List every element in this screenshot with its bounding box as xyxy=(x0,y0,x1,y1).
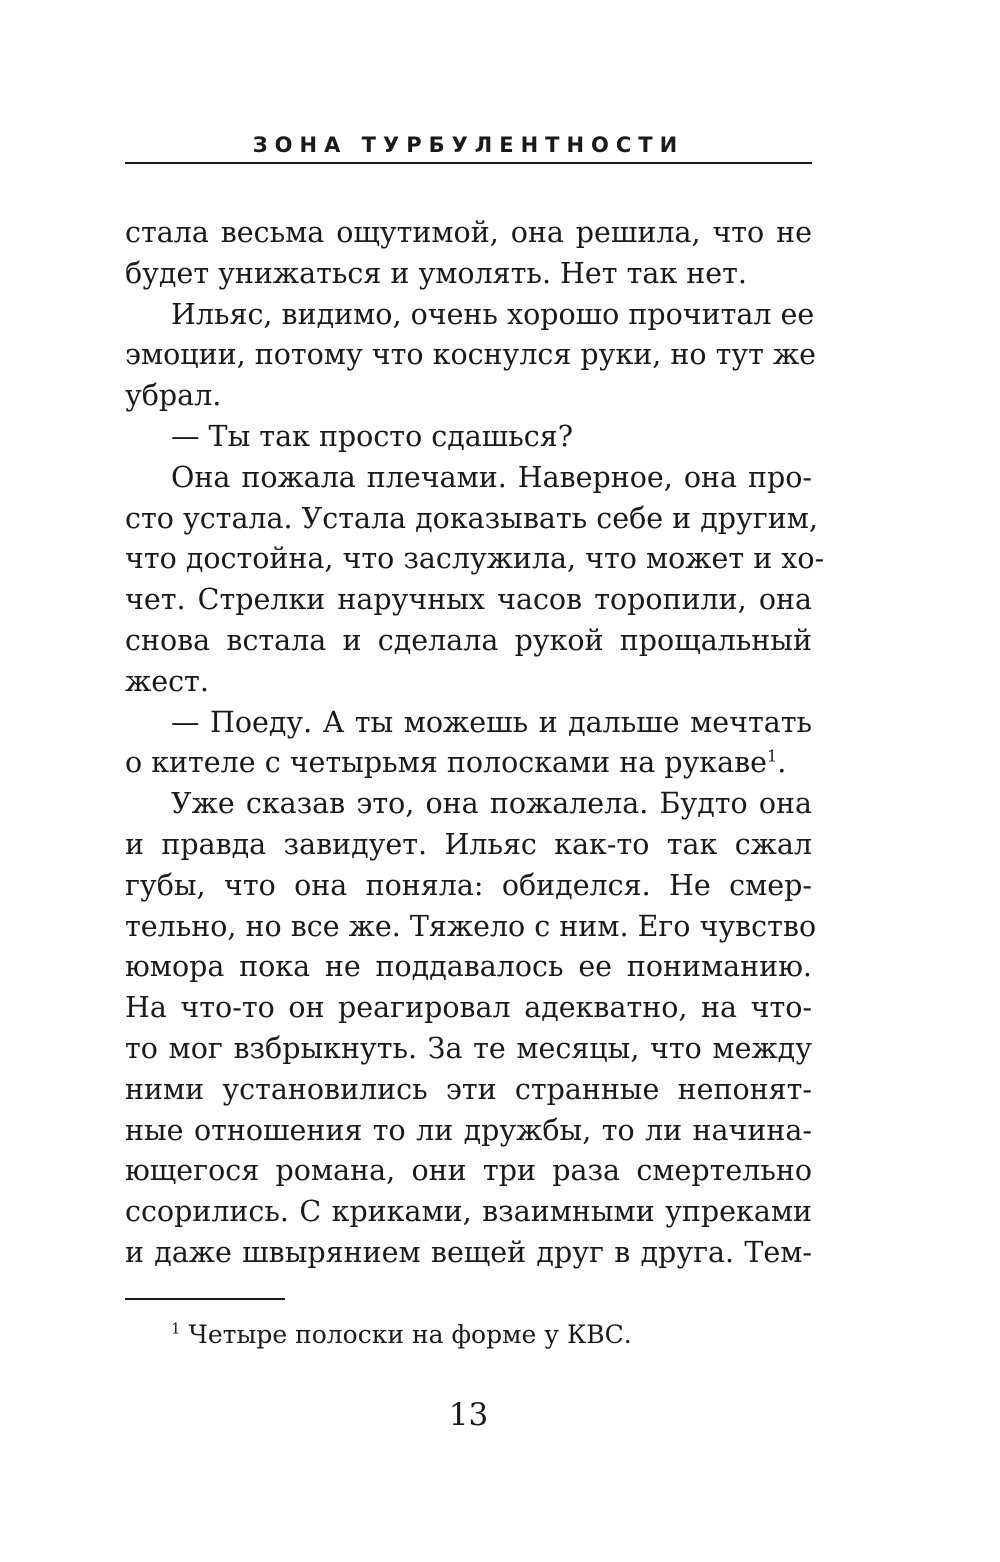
text-line: Уже сказав это, она пожалела. Будто она xyxy=(171,787,812,821)
text-line: ные отношения то ли дружбы, то ли начина- xyxy=(125,1113,812,1147)
text-line: то мог взбрыкнуть. За те месяцы, что между xyxy=(125,1031,812,1065)
text-line: чет. Стрелки наручных часов торопили, она xyxy=(125,583,812,617)
text-line: будет унижаться и умолять. Нет так нет. xyxy=(125,256,747,290)
text-line: и правда завидует. Ильяс как-то так сжал xyxy=(125,827,812,861)
text-line: ссорились. С криками, взаимными упреками xyxy=(125,1195,812,1229)
text-line: эмоции, потому что коснулся руки, но тут же xyxy=(125,338,817,372)
footnote-reference[interactable]: 1 xyxy=(767,746,778,766)
text-line: На что-то он реагировал адекватно, на что- xyxy=(125,991,812,1025)
text-line: юмора пока не поддавалось ее пониманию. xyxy=(125,950,812,984)
text-line: снова встала и сделала рукой прощальный xyxy=(125,623,812,657)
footnote-rule xyxy=(125,1298,285,1300)
text-line: жест. xyxy=(125,664,209,698)
text-line: Она пожала плечами. Наверное, она про- xyxy=(171,460,812,494)
text-line: убрал. xyxy=(125,379,222,413)
text-line: ющегося романа, они три раза смертельно xyxy=(125,1154,812,1188)
text-line: — Ты так просто сдашься? xyxy=(171,419,574,453)
text-line-with-footnote xyxy=(125,743,812,784)
running-head: ЗОНА ТУРБУЛЕНТНОСТИ xyxy=(252,133,685,157)
text-line: и даже швырянием вещей друг в друга. Тем- xyxy=(125,1235,812,1269)
footnote-text: Четыре полоски на форме у КВС. xyxy=(188,1320,632,1349)
text-line: сто устала. Устала доказывать себе и другим, xyxy=(125,501,818,535)
header-rule xyxy=(125,162,812,164)
text-line: о кителе с четырьмя полосками на рукаве xyxy=(125,746,768,780)
text-line: стала весьма ощутимой, она решила, что не xyxy=(125,216,812,249)
footnote-marker: 1 xyxy=(171,1319,181,1338)
text-line: Ильяс, видимо, очень хорошо прочитал ее xyxy=(171,297,815,331)
text-line: губы, что она поняла: обиделся. Не смер- xyxy=(125,868,812,902)
sentence-end: . xyxy=(777,746,787,780)
page-number: 13 xyxy=(448,1397,489,1433)
body-text xyxy=(125,213,825,1274)
text-line: что достойна, что заслужила, что может и хо- xyxy=(125,542,825,576)
text-line: ними установились эти странные непонят- xyxy=(125,1072,812,1106)
text-line: тельно, но все же. Тяжело с ним. Его чувство xyxy=(125,909,817,943)
text-line: — Поеду. А ты можешь и дальше мечтать xyxy=(171,705,812,739)
footnote xyxy=(171,1318,632,1352)
